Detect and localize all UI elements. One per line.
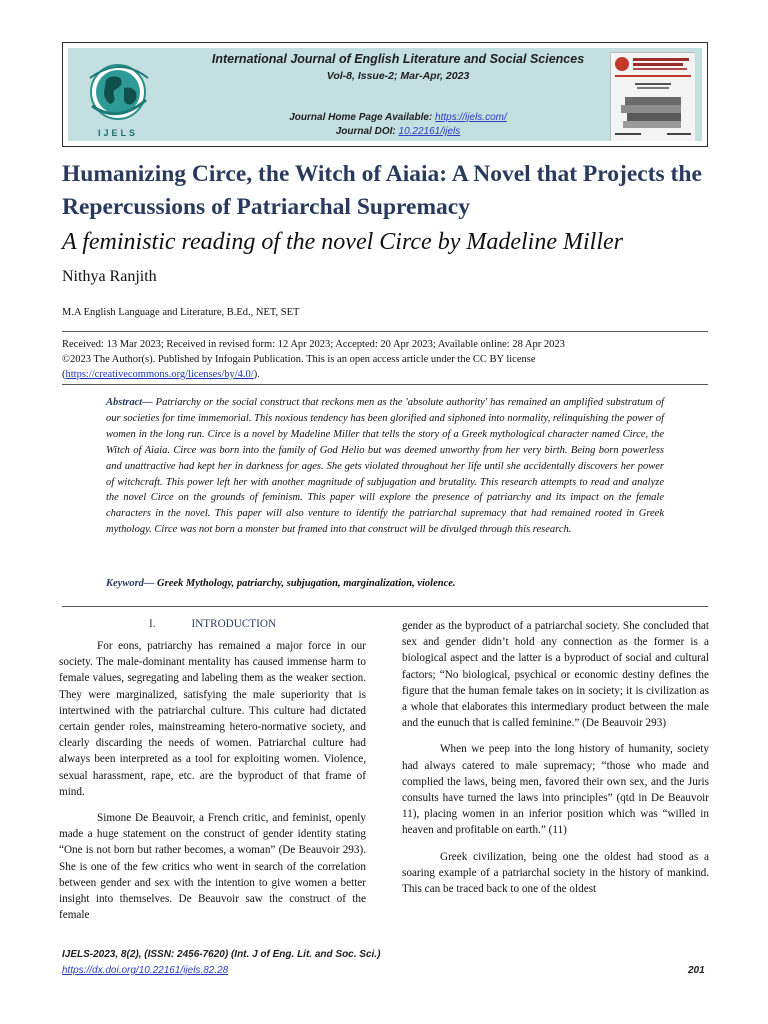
globe-icon: [82, 58, 154, 128]
keyword-text: Greek Mythology, patriarchy, subjugation, marginalization, violence.: [154, 578, 456, 589]
keywords: [106, 578, 664, 589]
paragraph: Simone De Beauvoir, a French critic, and feminist, openly made a huge statement on the construct of gender identity stating “One is not born but rather becomes, a woman” (De Beauvoir 293). She is one of the few critics who went in search of the correlation between gender and sex with the intention to give women a better insight into themselves. De Beauvoir saw the construct of the female: [59, 812, 366, 922]
divider: [62, 384, 708, 385]
license-link-line: [62, 367, 708, 382]
journal-home-link[interactable]: https://ijels.com/: [435, 112, 507, 123]
keyword-label: Keyword—: [106, 578, 155, 589]
author-name: Nithya Ranjith: [62, 268, 157, 285]
article-history: [62, 337, 708, 382]
paragraph: gender as the byproduct of a patriarchal society. She concluded that sex and gender didn’t hold any connection as the former is a biological aspect and the latter is a byproduct of social and cultural factors; “No biological, psychical or economic destiny defines the figure that the human female takes on in society; it is civilization as a whole that elaborates this intermediary product between the male and the eunuch that is called feminine.” (De Beauvoir 293): [402, 620, 709, 730]
journal-header-panel: [68, 48, 702, 141]
page-number: 201: [688, 965, 705, 976]
divider: [62, 331, 708, 332]
section-heading: [59, 618, 366, 630]
journal-doi: [188, 126, 608, 137]
article-title: Humanizing Circe, the Witch of Aiaia: A Novel that Projects the Repercussions of Patriarchal Supremacy: [62, 161, 702, 220]
body-column-right: [402, 618, 709, 897]
paragraph: For eons, patriarchy has remained a major force in our society. The male-dominant mentality has caused immense harm to female values, segregating and labeling them as the weaker section. They were marginalized, satisfying the male superiority that is intertwined with the patriarchal culture. This culture had dictated certain gender roles, mainstreaming hetero-normative society, and clearly discarding the needs of women. Patriarchal culture had always been interpreted as a tool for exploiting women. Violence, sexual harassment, rape, etc. are the byproduct of that frame of mind.: [59, 640, 366, 798]
abstract-label: Abstract—: [106, 397, 153, 408]
body-column-left: [59, 638, 366, 923]
journal-home: [188, 112, 608, 123]
journal-doi-link[interactable]: 10.22161/ijels: [398, 126, 461, 137]
article-dates: Received: 13 Mar 2023; Received in revised form: 12 Apr 2023; Accepted: 20 Apr 2023; Available online: 28 Apr 2023: [62, 339, 565, 350]
footer-doi-link[interactable]: https://dx.doi.org/10.22161/ijels.82.28: [62, 965, 229, 976]
logo-text: IJELS: [97, 128, 138, 138]
paragraph: Greek civilization, being one the oldest had stood as a soaring example of a patriarchal society in the history of mankind. This can be traced back to one of the oldest: [402, 850, 709, 896]
abstract: [106, 395, 664, 538]
license-line: ©2023 The Author(s). Published by Infogain Publication. This is an open access article under the CC BY license: [62, 354, 536, 365]
journal-doi-label: Journal DOI:: [335, 126, 399, 137]
license-open: (: [62, 369, 66, 380]
divider: [62, 606, 708, 607]
journal-title: International Journal of English Literature and Social Sciences: [211, 52, 585, 66]
license-close: ).: [253, 369, 260, 380]
journal-volume: Vol-8, Issue-2; Mar-Apr, 2023: [326, 70, 470, 82]
journal-cover-image: [610, 52, 694, 140]
section-number: I.: [148, 618, 156, 630]
section-title: INTRODUCTION: [191, 618, 277, 630]
journal-cover-icon: [611, 53, 695, 141]
paragraph: When we peep into the long history of humanity, society had always catered to male supremacy; “those who made and complied the laws, being men, favored their own sex, and the Juris consults have turned the laws into principles” (qtd in De Beauvoir 11), placing women in an inferior position which was “willed in heaven and profitable on earth.” (11): [402, 743, 709, 837]
license-link[interactable]: https://creativecommons.org/licenses/by/4.0/: [65, 369, 254, 380]
journal-logo: [82, 58, 154, 140]
journal-header: [62, 42, 708, 147]
journal-home-label: Journal Home Page Available:: [289, 112, 436, 123]
author-affiliation: M.A English Language and Literature, B.Ed., NET, SET: [62, 307, 300, 318]
article-subtitle: A feministic reading of the novel Circe by Madeline Miller: [62, 229, 623, 255]
footer-citation: IJELS-2023, 8(2), (ISSN: 2456-7620) (Int. J of Eng. Lit. and Soc. Sci.): [62, 949, 381, 960]
abstract-text: Patriarchy or the social construct that reckons men as the 'absolute authority' has remained an amplified substratum of our societies for time immemorial. This noxious tendency has been glorified and siphoned into normality, relinquishing the power of women in the long run. Circe is a novel by Madeline Miller that tells the story of a Greek mythological character named Circe, the Witch of Aiaia. Circe was born into the family of God Helio but was deemed unworthy from her very birth. Being born powerless and unattractive had kept her in darkness for ages. She gets violated throughout her life until she accidentally discovers her power of witchcraft. This power left her with another magnitude of subjugation and brutality. This research attempts to read and analyze the novel Circe on the grounds of feminism. This paper will explore the presence of patriarchy and its impact on the female characters in the novel. This paper will also venture to identify the patriarchal supremacy that had remained rooted in Greek mythology. Circe was not born a monster but framed into that construct will be divulged through this research.: [106, 397, 664, 536]
